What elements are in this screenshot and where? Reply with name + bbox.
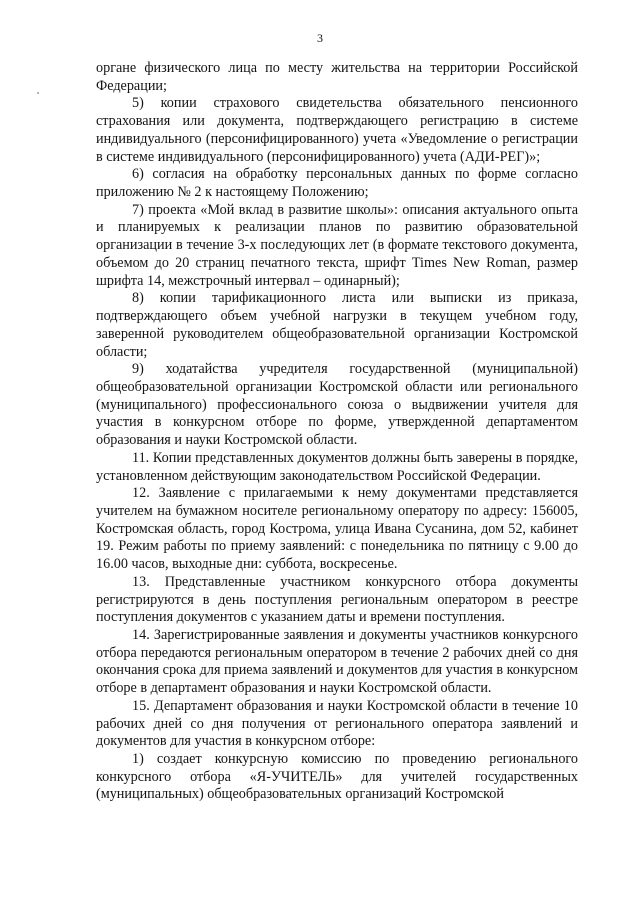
paragraph-clause-14: 14. Зарегистрированные заявления и документы участников конкурсного отбора передаются региональным оператором в течение 2 рабочих дней со дня окончания срока для приема заявлений и документов для участия в конкурсном отборе в департамент образования и науки Костромской области. xyxy=(96,627,578,697)
paragraph-item-7: 7) проекта «Мой вклад в развитие школы»: описания актуального опыта и планируемых к реализации планов по развитию образовательной организации в течение 3-х последующих лет (в формате текстового документа, объемом до 20 страниц печатного текста, шрифт Times New Roman, размер шрифта 14, межстрочный интервал – одинарный); xyxy=(96,201,578,289)
paragraph-item-5: 5) копии страхового свидетельства обязательного пенсионного страхования или документа, подтверждающего регистрацию в системе индивидуального (персонифицированного) учета «Уведомление о регистрации в системе индивидуального (персонифицированного) учета (АДИ-РЕГ)»; xyxy=(96,95,578,165)
paragraph-clause-11: 11. Копии представленных документов должны быть заверены в порядке, установленном действующим законодательством Российской Федерации. xyxy=(96,449,578,484)
paragraph-item-9: 9) ходатайства учредителя государственной (муниципальной) общеобразовательной организации Костромской области или регионального (муниципального) профессионального союза о выдвижении учителя для участия в конкурсном отборе по форме, утвержденной департаментом образования и науки Костромской области. xyxy=(96,361,578,449)
paragraph-clause-15-item-1: 1) создает конкурсную комиссию по проведению регионального конкурсного отбора «Я-УЧИТЕЛЬ» для учителей государственных (муниципальных) общеобразовательных организаций Костромской xyxy=(96,751,578,803)
page-number: 3 xyxy=(317,31,323,45)
document-body xyxy=(96,60,578,804)
paragraph-continuation: органе физического лица по месту жительства на территории Российской Федерации; xyxy=(96,60,578,94)
scan-speck xyxy=(37,92,39,94)
paragraph-item-8: 8) копии тарификационного листа или выписки из приказа, подтверждающего объем учебной нагрузки в текущем учебном году, заверенной руководителем общеобразовательной организации Костромской области; xyxy=(96,290,578,360)
paragraph-clause-13: 13. Представленные участником конкурсного отбора документы регистрируются в день поступления региональным оператором в реестре поступления документов с указанием даты и времени поступления. xyxy=(96,573,578,626)
paragraph-item-6: 6) согласия на обработку персональных данных по форме согласно приложению № 2 к настоящему Положению; xyxy=(96,166,578,201)
paragraph-clause-15: 15. Департамент образования и науки Костромской области в течение 10 рабочих дней со дня получения от регионального оператора заявлений и документов для участия в конкурсном отборе: xyxy=(96,697,578,750)
paragraph-clause-12: 12. Заявление с прилагаемыми к нему документами представляется учителем на бумажном носителе региональному оператору по адресу: 156005, Костромская область, город Кострома, улица Ивана Сусанина, дом 52, кабинет 19. Режим работы по приему заявлений: с понедельника по пятницу с 9.00 до 16.00 часов, выходные дни: суббота, воскресенье. xyxy=(96,485,578,573)
